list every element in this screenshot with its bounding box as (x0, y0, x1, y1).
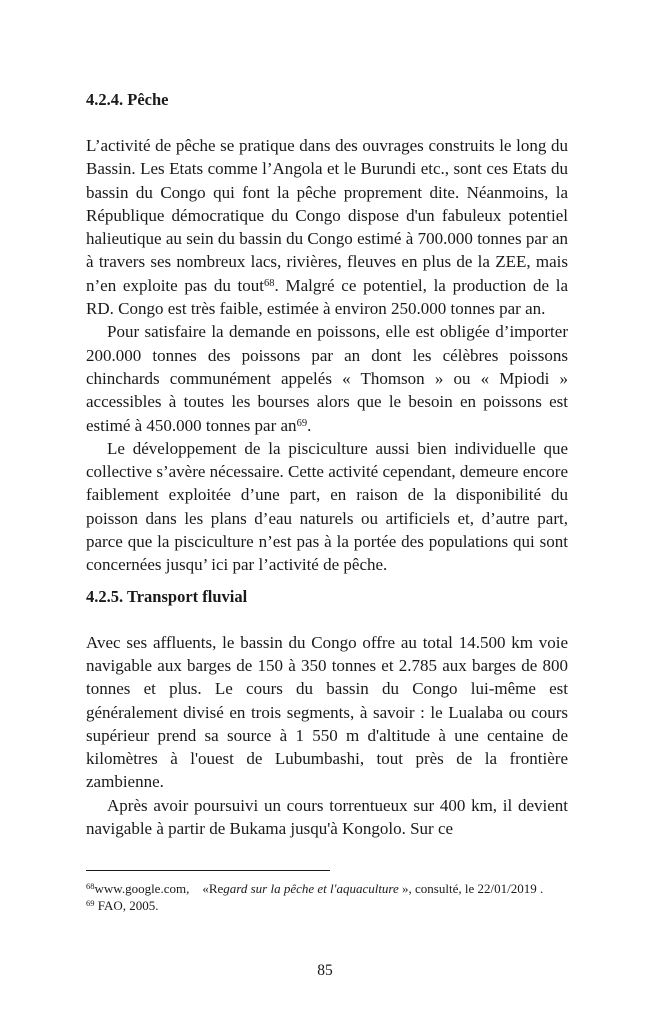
footnote-number: 68 (86, 881, 95, 891)
footnote-68 (86, 880, 568, 897)
footnote-title-open: «Re (202, 881, 224, 896)
section-heading-peche: 4.2.4. Pêche (86, 90, 169, 109)
paragraph-text: L’activité de pêche se pratique dans des ouvrages construits le long du Bassin. Les Etats comme l’Angola et le Burundi etc., sont ces Etats du bassin du Congo qui font la pêche proprement dite. Néanmoins, la République démocratique du Congo dispose d'un fabuleux potentiel halieutique au sein du bassin du Congo estimé à 700.000 tonnes par an à travers ses nombreux lacs, rivières, fleuves en plus de la ZEE, mais n’en exploite pas du tout (86, 136, 568, 295)
footnote-text: FAO, 2005. (94, 898, 159, 913)
footnote-source: www.google.com, (94, 881, 190, 896)
paragraph-text-cont: . Malgré ce potentiel, la production de la RD. Congo est très faible, estimée à environ 250.000 tonnes par an. (86, 275, 569, 319)
page-number: 85 (317, 962, 333, 979)
footnote-separator (86, 870, 330, 871)
footnote-ref-69[interactable]: 69 (296, 417, 308, 429)
paragraph-text-cont: . (307, 415, 312, 435)
paragraph-transport-2: Après avoir poursuivi un cours torrentueux sur 400 km, il devient navigable à partir de Bukama jusqu'à Kongolo. Sur ce (86, 795, 568, 839)
section-heading-transport: 4.2.5. Transport fluvial (86, 586, 248, 606)
footnote-69 (86, 897, 568, 914)
paragraph-peche-1 (86, 134, 568, 320)
footnotes (86, 880, 568, 914)
paragraph-text: Pour satisfaire la demande en poissons, elle est obligée d’importer 200.000 tonnes des poissons par an dont les célèbres poissons chinchards communément appelés « Thomson » ou « Mpiodi » accessibles à toutes les bourses alors que le besoin en poissons est estimé à 450.000 tonnes par an (86, 322, 568, 435)
footnote-title: gard sur la pêche et l'aquaculture (223, 881, 399, 896)
paragraph-peche-3: Le développement de la pisciculture aussi bien individuelle que collective s’avère nécessaire. Cette activité cependant, demeure encore faiblement exploitée d’une part, en raison de la disponibilité du poisson dans les plans d’eau naturels ou artificiels et, d’autre part, parce que la pisciculture n’est pas à la portée des populations qui sont concernées jusqu’ ici par l’activité de pêche. (86, 438, 568, 575)
paragraph-peche-2 (86, 320, 568, 436)
paragraph-transport-1: Avec ses affluents, le bassin du Congo offre au total 14.500 km voie navigable aux barges de 150 à 350 tonnes et 2.785 aux barges de 800 tonnes et plus. Le cours du bassin du Congo lui-même est généralement divisé en trois segments, à savoir : le Lualaba ou cours supérieur prend sa source à 1 550 m d'altitude à une centaine de kilomètres à l'ouest de Lubumbashi, tout près de la frontière zambienne. (86, 632, 568, 792)
footnote-ref-68[interactable]: 68 (264, 277, 275, 289)
page-body (86, 88, 568, 840)
footnote-number: 69 (86, 898, 95, 908)
footnote-title-close: », consulté, le 22/01/2019 . (398, 881, 544, 896)
